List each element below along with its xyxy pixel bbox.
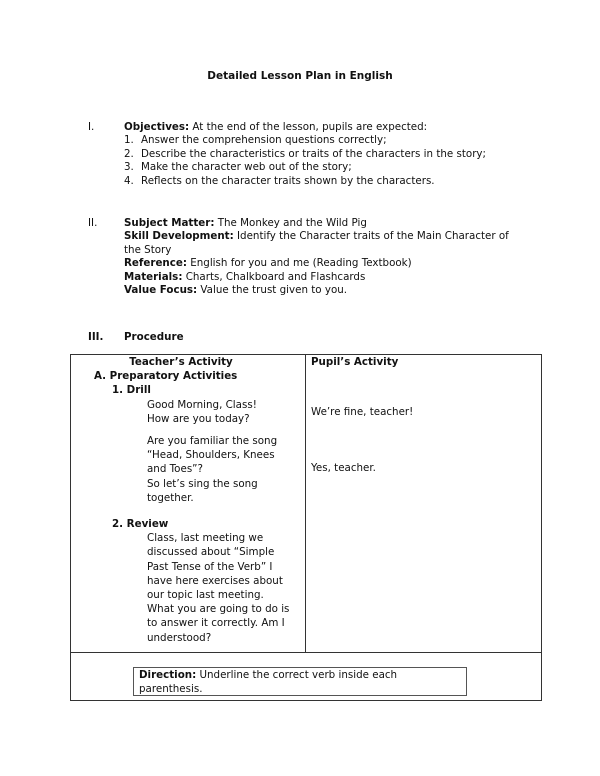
direction-box <box>133 667 467 696</box>
review-line: What you are going to do is <box>147 603 290 616</box>
subject-numeral: II. <box>88 217 98 229</box>
subject-matter-label: Subject Matter: <box>124 217 215 229</box>
pupil-reply: We’re fine, teacher! <box>311 406 414 419</box>
value-focus-value: Value the trust given to you. <box>197 284 348 297</box>
review-heading: 2. Review <box>112 518 169 531</box>
objectives-list <box>124 134 486 188</box>
objective-text: Answer the comprehension questions correctly; <box>141 134 387 147</box>
drill-line: and Toes”? <box>147 463 203 476</box>
skill-development-label: Skill Development: <box>124 230 234 243</box>
procedure-numeral: III. <box>88 331 104 343</box>
review-line: have here exercises about <box>147 574 283 587</box>
objectives-numeral: I. <box>88 121 95 133</box>
pupil-reply: Yes, teacher. <box>311 462 376 475</box>
objective-text: Make the character web out of the story; <box>141 161 352 174</box>
drill-line: together. <box>147 491 194 504</box>
pupil-activity-cell <box>306 355 542 653</box>
objectives-intro: At the end of the lesson, pupils are expected: <box>189 121 428 133</box>
reference-value: English for you and me (Reading Textbook) <box>186 257 412 270</box>
preparatory-activities-heading: A. Preparatory Activities <box>94 370 238 383</box>
subject-section <box>124 217 509 297</box>
drill-line: So let’s sing the song <box>147 477 258 490</box>
objective-item <box>124 134 486 147</box>
objective-text: Describe the characteristics or traits of the characters in the story; <box>141 147 486 160</box>
procedure-table <box>70 354 542 701</box>
review-block <box>71 531 305 645</box>
objective-item <box>124 161 486 174</box>
drill-line: “Head, Shoulders, Knees <box>147 449 275 462</box>
teacher-activity-header: Teacher’s Activity <box>129 356 233 368</box>
direction-label: Direction: <box>139 669 197 681</box>
direction-text-cont: parenthesis. <box>139 682 203 695</box>
objective-number: 2. <box>124 147 134 160</box>
review-line: Class, last meeting we <box>147 532 264 545</box>
skill-development-value-cont: the Story <box>124 243 172 256</box>
objective-text: Reflects on the character traits shown by the characters. <box>141 174 435 187</box>
reference-label: Reference: <box>124 257 187 270</box>
objective-number: 4. <box>124 174 134 187</box>
value-focus-label: Value Focus: <box>124 284 198 297</box>
review-line: to answer it correctly. Am I <box>147 617 285 630</box>
skill-development-value: Identify the Character traits of the Main Character of <box>233 230 509 243</box>
objective-number: 3. <box>124 161 134 174</box>
drill-line: How are you today? <box>147 412 250 425</box>
objective-number: 1. <box>124 134 134 147</box>
drill-line: Are you familiar the song <box>147 435 278 448</box>
objective-item <box>124 148 486 161</box>
drill-heading: 1. Drill <box>112 384 151 397</box>
teacher-activity-cell <box>71 355 306 653</box>
direction-text: Underline the correct verb inside each <box>196 669 398 681</box>
drill-line: Good Morning, Class! <box>147 398 257 411</box>
review-line: Past Tense of the Verb” I <box>147 560 273 573</box>
materials-label: Materials: <box>124 270 183 283</box>
pupil-activity-header: Pupil’s Activity <box>311 356 399 368</box>
objective-item <box>124 175 486 188</box>
objectives-label: Objectives: <box>124 121 190 133</box>
review-line: understood? <box>147 631 212 644</box>
procedure-heading: Procedure <box>124 331 184 343</box>
subject-matter-value: The Monkey and the Wild Pig <box>214 217 367 229</box>
objectives-section <box>124 121 486 188</box>
materials-value: Charts, Chalkboard and Flashcards <box>182 270 366 283</box>
drill-block <box>71 398 305 505</box>
table-row <box>71 355 542 653</box>
document-title: Detailed Lesson Plan in English <box>207 70 393 82</box>
review-line: our topic last meeting. <box>147 589 264 602</box>
review-line: discussed about “Simple <box>147 546 275 559</box>
